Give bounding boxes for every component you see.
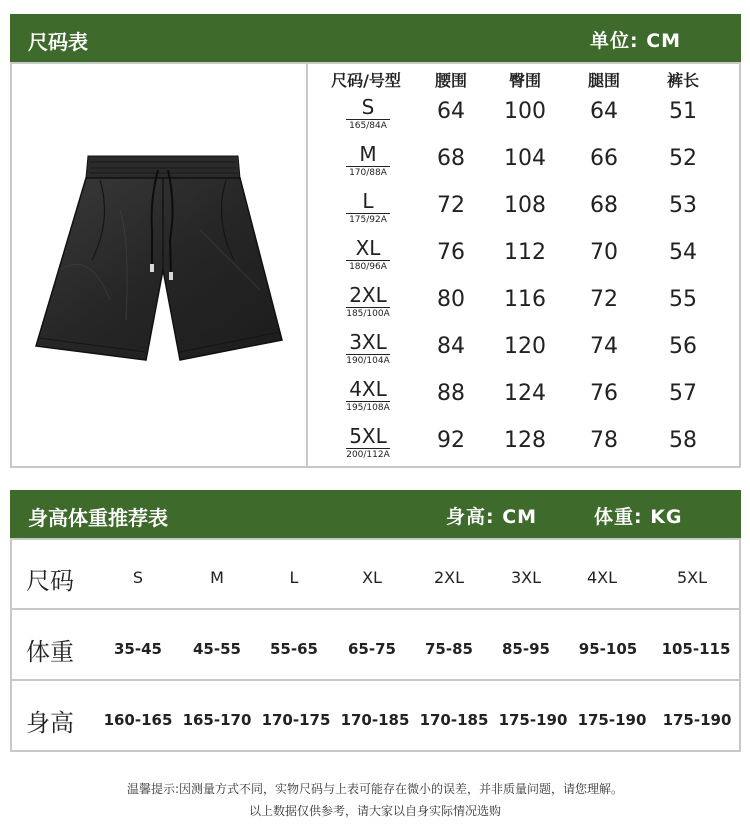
size-chart-title: 尺码表 bbox=[28, 30, 88, 54]
size-label: L bbox=[362, 189, 374, 213]
size-code: 185/100A bbox=[346, 309, 390, 319]
rec-size: L bbox=[289, 568, 299, 587]
size-code: 180/96A bbox=[349, 262, 387, 272]
size-chart-header bbox=[10, 14, 741, 62]
rec-weight: 45-55 bbox=[193, 640, 241, 658]
rec-height: 175-190 bbox=[577, 711, 647, 729]
rec-weight: 75-85 bbox=[425, 640, 473, 658]
waist-value: 76 bbox=[437, 240, 465, 265]
col-head-hip: 臀围 bbox=[508, 71, 541, 90]
rec-size: S bbox=[132, 568, 144, 587]
size-cell bbox=[333, 284, 403, 320]
rec-height: 170-185 bbox=[419, 711, 489, 729]
rec-height: 175-190 bbox=[498, 711, 568, 729]
size-divider bbox=[346, 119, 390, 120]
size-code: 190/104A bbox=[346, 356, 390, 366]
rec-weight: 95-105 bbox=[578, 640, 638, 658]
size-label: S bbox=[361, 95, 375, 119]
col-head-waist: 腰围 bbox=[434, 71, 467, 90]
size-label: XL bbox=[355, 236, 381, 260]
col-head-leg: 腿围 bbox=[587, 71, 620, 90]
rec-height: 160-165 bbox=[103, 711, 173, 729]
size-divider bbox=[346, 401, 390, 402]
row-divider bbox=[10, 679, 741, 681]
leg-value: 70 bbox=[590, 240, 618, 265]
size-divider bbox=[346, 166, 390, 167]
size-code: 170/88A bbox=[349, 168, 387, 178]
waist-value: 64 bbox=[437, 99, 465, 124]
size-cell bbox=[333, 143, 403, 179]
size-row-label: 尺码 bbox=[26, 567, 74, 595]
hip-value: 128 bbox=[504, 428, 546, 453]
size-label: 2XL bbox=[349, 283, 387, 307]
size-chart-unit: 单位: CM bbox=[590, 30, 682, 52]
length-value: 53 bbox=[669, 193, 697, 218]
note-line-1: 温馨提示:因测量方式不同，实物尺码与上表可能存在微小的误差，并非质量问题，请您理解。 bbox=[126, 782, 624, 796]
hip-value: 108 bbox=[504, 193, 546, 218]
rec-weight: 35-45 bbox=[114, 640, 162, 658]
length-value: 54 bbox=[669, 240, 697, 265]
size-divider bbox=[346, 213, 390, 214]
length-value: 55 bbox=[669, 287, 697, 312]
height-unit: 身高: CM bbox=[446, 506, 538, 528]
length-value: 52 bbox=[669, 146, 697, 171]
hip-value: 116 bbox=[504, 287, 546, 312]
rec-weight: 85-95 bbox=[502, 640, 550, 658]
waist-value: 84 bbox=[437, 334, 465, 359]
length-value: 57 bbox=[669, 381, 697, 406]
length-value: 58 bbox=[669, 428, 697, 453]
rec-weight: 105-115 bbox=[661, 640, 731, 658]
size-divider bbox=[346, 354, 390, 355]
hip-value: 124 bbox=[504, 381, 546, 406]
leg-value: 68 bbox=[590, 193, 618, 218]
size-divider bbox=[346, 448, 390, 449]
leg-value: 64 bbox=[590, 99, 618, 124]
leg-value: 76 bbox=[590, 381, 618, 406]
col-head-length: 裤长 bbox=[666, 71, 699, 90]
size-code: 165/84A bbox=[349, 121, 387, 131]
rec-size: 5XL bbox=[676, 568, 708, 587]
waist-value: 92 bbox=[437, 428, 465, 453]
hip-value: 112 bbox=[504, 240, 546, 265]
height-row-label: 身高 bbox=[26, 709, 74, 737]
size-cell bbox=[333, 378, 403, 414]
product-shorts-image bbox=[30, 150, 290, 370]
size-label: 5XL bbox=[349, 424, 387, 448]
row-divider bbox=[10, 608, 741, 610]
waist-value: 68 bbox=[437, 146, 465, 171]
size-code: 200/112A bbox=[346, 450, 390, 460]
weight-row-label: 体重 bbox=[26, 638, 74, 666]
leg-value: 66 bbox=[590, 146, 618, 171]
rec-height: 170-185 bbox=[340, 711, 410, 729]
recommend-title: 身高体重推荐表 bbox=[28, 506, 168, 530]
hip-value: 120 bbox=[504, 334, 546, 359]
size-cell bbox=[333, 331, 403, 367]
rec-size: 3XL bbox=[510, 568, 542, 587]
col-head-size: 尺码/号型 bbox=[331, 71, 401, 90]
size-label: 4XL bbox=[349, 377, 387, 401]
size-cell bbox=[333, 190, 403, 226]
note-line-2: 以上数据仅供参考，请大家以自身实际情况选购 bbox=[248, 804, 501, 818]
rec-size: M bbox=[210, 568, 224, 587]
rec-height: 165-170 bbox=[182, 711, 252, 729]
leg-value: 78 bbox=[590, 428, 618, 453]
waist-value: 80 bbox=[437, 287, 465, 312]
rec-height: 175-190 bbox=[662, 711, 732, 729]
rec-size: 4XL bbox=[586, 568, 618, 587]
size-divider bbox=[346, 260, 390, 261]
hip-value: 100 bbox=[504, 99, 546, 124]
size-code: 195/108A bbox=[346, 403, 390, 413]
rec-size: 2XL bbox=[433, 568, 465, 587]
recommend-header bbox=[10, 490, 741, 538]
size-divider bbox=[346, 307, 390, 308]
hip-value: 104 bbox=[504, 146, 546, 171]
waist-value: 88 bbox=[437, 381, 465, 406]
rec-weight: 65-75 bbox=[348, 640, 396, 658]
weight-unit: 体重: KG bbox=[594, 506, 683, 528]
size-label: M bbox=[359, 142, 377, 166]
leg-value: 72 bbox=[590, 287, 618, 312]
rec-weight: 55-65 bbox=[270, 640, 318, 658]
size-code: 175/92A bbox=[349, 215, 387, 225]
size-cell bbox=[333, 237, 403, 273]
length-value: 56 bbox=[669, 334, 697, 359]
rec-size: XL bbox=[362, 568, 382, 587]
rec-height: 170-175 bbox=[261, 711, 331, 729]
length-value: 51 bbox=[669, 99, 697, 124]
panel-divider bbox=[306, 62, 308, 468]
size-cell bbox=[333, 425, 403, 461]
leg-value: 74 bbox=[590, 334, 618, 359]
waist-value: 72 bbox=[437, 193, 465, 218]
size-label: 3XL bbox=[349, 330, 387, 354]
size-cell bbox=[333, 96, 403, 132]
